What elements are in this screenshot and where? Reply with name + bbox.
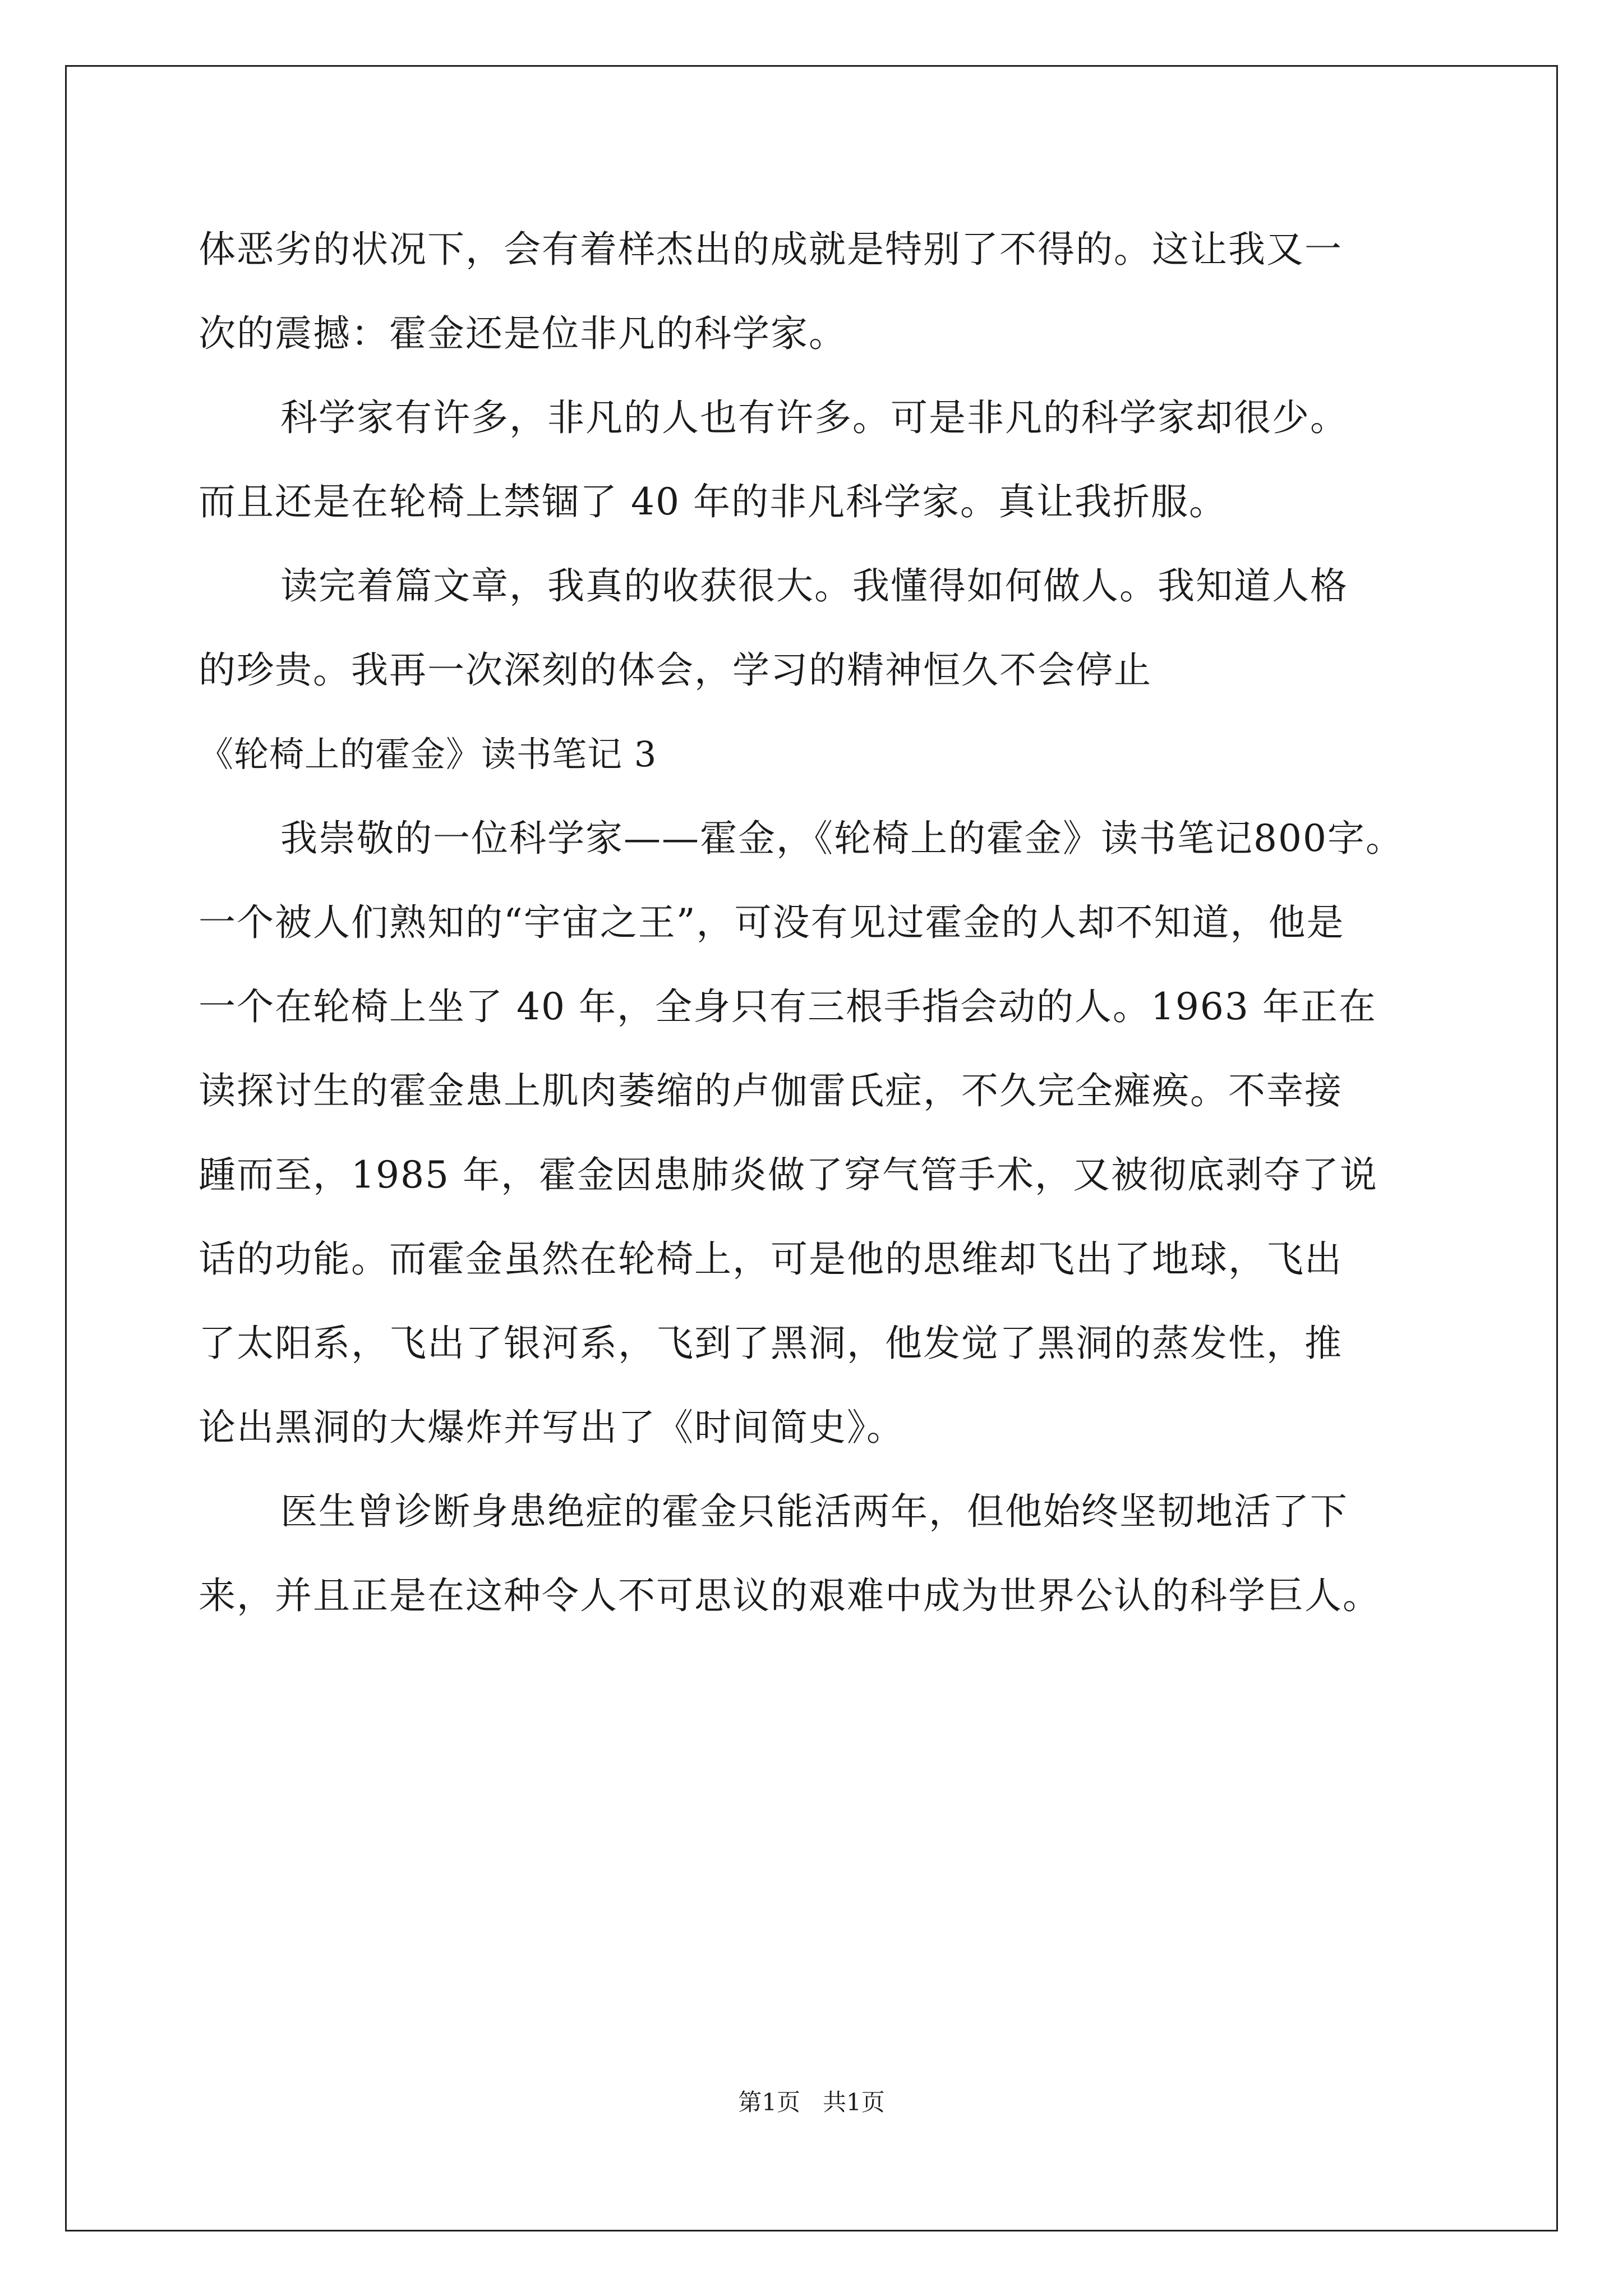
text-line: 而且还是在轮椅上禁锢了 40 年的非凡科学家。真让我折服。 bbox=[199, 480, 1227, 523]
section-heading: 《轮椅上的霍金》读书笔记 3 bbox=[199, 734, 657, 775]
text-line: 读探讨生的霍金患上肌肉萎缩的卢伽雷氏症，不久完全瘫痪。不幸接 bbox=[199, 1069, 1343, 1112]
paragraph-start: 科学家有许多，非凡的人也有许多。可是非凡的科学家却很少。 bbox=[280, 396, 1348, 439]
text-line: 一个在轮椅上坐了 40 年，全身只有三根手指会动的人。1963 年正在 bbox=[199, 985, 1377, 1028]
paragraph-start: 医生曾诊断身患绝症的霍金只能活两年，但他始终坚韧地活了下 bbox=[280, 1490, 1348, 1533]
text-line: 论出黑洞的大爆炸并写出了《时间简史》。 bbox=[199, 1406, 905, 1449]
paragraph-start: 我崇敬的一位科学家——霍金，《轮椅上的霍金》读书笔记800字。 bbox=[280, 817, 1404, 860]
text-line: 了太阳系，飞出了银河系，飞到了黑洞，他发觉了黑洞的蒸发性，推 bbox=[199, 1322, 1343, 1365]
paragraph-start: 读完着篇文章，我真的收获很大。我懂得如何做人。我知道人格 bbox=[280, 564, 1348, 608]
document-body bbox=[199, 208, 1449, 1638]
text-line: 的珍贵。我再一次深刻的体会，学习的精神恒久不会停止 bbox=[199, 648, 1152, 692]
text-line: 话的功能。而霍金虽然在轮椅上，可是他的思维却飞出了地球，飞出 bbox=[199, 1237, 1343, 1281]
text-line: 次的震撼：霍金还是位非凡的科学家。 bbox=[199, 312, 847, 355]
page-footer: 第1页 共1页 bbox=[738, 2088, 885, 2116]
text-line: 一个被人们熟知的“宇宙之王”，可没有见过霍金的人却不知道，他是 bbox=[199, 901, 1345, 944]
text-line: 踵而至，1985 年，霍金因患肺炎做了穿气管手术，又被彻底剥夺了说 bbox=[199, 1153, 1378, 1197]
text-line: 来，并且正是在这种令人不可思议的艰难中成为世界公认的科学巨人。 bbox=[199, 1574, 1381, 1617]
text-line: 体恶劣的状况下，会有着样杰出的成就是特别了不得的。这让我又一 bbox=[199, 228, 1343, 271]
